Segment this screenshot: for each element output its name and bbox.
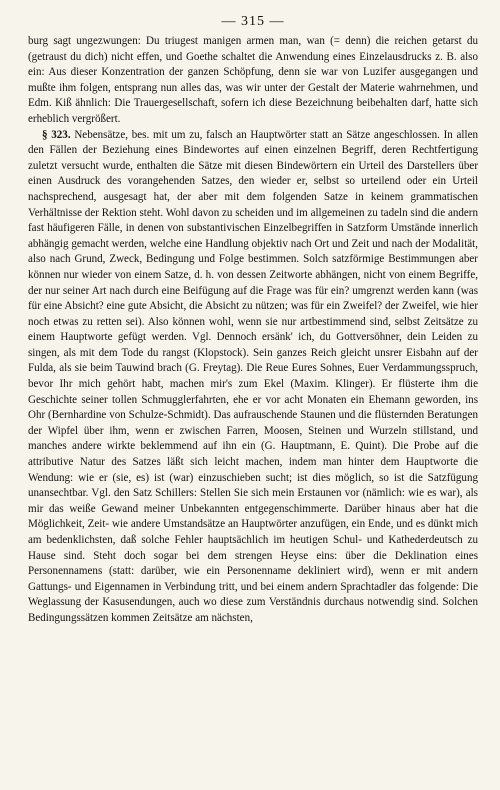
paragraph-2 (28, 128, 478, 627)
paragraph-2-text: Nebensätze, bes. mit um zu, falsch an Hauptwörter statt an Sätze angeschlossen. In allen den Fällen der Beziehung eines Bindewortes auf einen einzelnen Begriff, deren Rechtfertigung zuletzt versucht wurde, enthalten die Sätze mit diesen Bindewörtern ein Urteil des Darstellers über einen Ausdruck des vorangehenden Satzes, den wieder er, selbst so urteilend oder ein Urteil nachsprechend, ausgesagt hat, der aber mit dem folgenden Satze in keinem grammatischen Verhältnisse der Rektion steht. Wohl davon zu scheiden und im allgemeinen zu tadeln sind die andern fast häufigeren Fälle, in denen von substantivischen Einzelbegriffen in Satzform Umstände innerlich abhängig gemacht werden, welche eine Handlung objektiv nach Ort und Zeit und nach der Modalität, also nach Grund, Zweck, Bedingung und Folge bestimmen. Solch satzförmige Bestimmungen aber können nur wieder von einem Satze, d. h. von dessen Zeitworte abhängen, nicht von einem Begriffe, der nur seiner Art nach durch eine Beifügung auf die Frage was für ein? umgrenzt werden kann (was für eine Absicht? eine gute Absicht, die Absicht zu nützen; was für ein Zweifel? der Zweifel, wie hier noch etwas zu retten sei). Also können wohl, wenn sie nur artbestimmend sind, selbst Zeitsätze zu einem Hauptworte gefügt werden. Vgl. Dennoch ersänk' ich, du Gottversöhner, dein Leiden zu singen, als mit dem Tode du rangst (Klopstock). Sein ganzes Reich gleicht unsrer Eisbahn auf der Fulda, als sie beim Tauwind brach (G. Freytag). Die Reue Eures Sohnes, Euer Verdammungsspruch, bevor Ihr mich gehört habt, machen mir's zum Ekel (Maxim. Klinger). Er flüsterte ihm die Geschichte seiner tollen Schmugglerfahrten, ehe er vor acht Monaten ein Ehemann geworden, ins Ohr (Bernhardine von Schulze-Schmidt). Das aufrauschende Staunen und die flüsternden Beratungen der Wipfel über ihm, wenn er zwischen Farren, Moosen, Steinen und Wurzeln stillstand, und manches andere wirkte beklemmend auf ihn ein (G. Hauptmann, E. Quint). Die Probe auf die attributive Natur des Satzes läßt sich leicht machen, indem man hinter dem Hauptworte die Wendung: wie er (sie, es) ist (war) einzuschieben sucht; ist dies möglich, so ist die Satzfügung unansechtbar. Vgl. den Satz Schillers: Stellen Sie sich mein Erstaunen vor (nämlich: wie es war), als mir das weiße Gewand meiner Unbekannten entgegenschimmerte. Darüber hinaus aber hat die Möglichkeit, Zeit- wie andere Umstandsätze an Hauptwörter anzufügen, ein Ende, und es dünkt mich am bedenklichsten, daß solche Fehler hauptsächlich im heutigen Schul- und Kathederdeutsch zu Hause sind. Steht doch sogar bei dem strengen Heyse eins: über die Deklination eines Personennamens (statt: darüber, wie ein Personenname dekliniert wird), wenn er mit andern Gattungs- und Eigennamen in Verbindung tritt, und bei einem andern Sprachtadler das folgende: Die Weglassung der Kasusendungen, auch wo diese zum Verständnis durchaus notwendig sind. Solchen Bedingungssätzen kommen Zeitsätze am nächsten, (28, 128, 478, 624)
page-number: — 315 — (221, 14, 285, 29)
body-text (28, 34, 478, 627)
paragraph-1: burg sagt ungezwungen: Du triugest manigen armen man, wan (= denn) die reichen getarst du (getraust du dich) nicht effen, und Goethe schaltet die Anwendung eines Einzelausdrucks z. B. also ein: Aus dieser Konzentration der ganzen Schöpfung, denn sie war von Luzifer ausgegangen und mußte ihm folgen, entsprang nun alles das, was wir unter der Gestalt der Materie wahrnehmen, und Edm. Kiß ähnlich: Die Trauergesellschaft, sofern ich diese Bezeichnung beibehalten darf, hatte sich erheblich vergrößert. (28, 35, 478, 125)
section-marker: § 323. (42, 128, 71, 141)
